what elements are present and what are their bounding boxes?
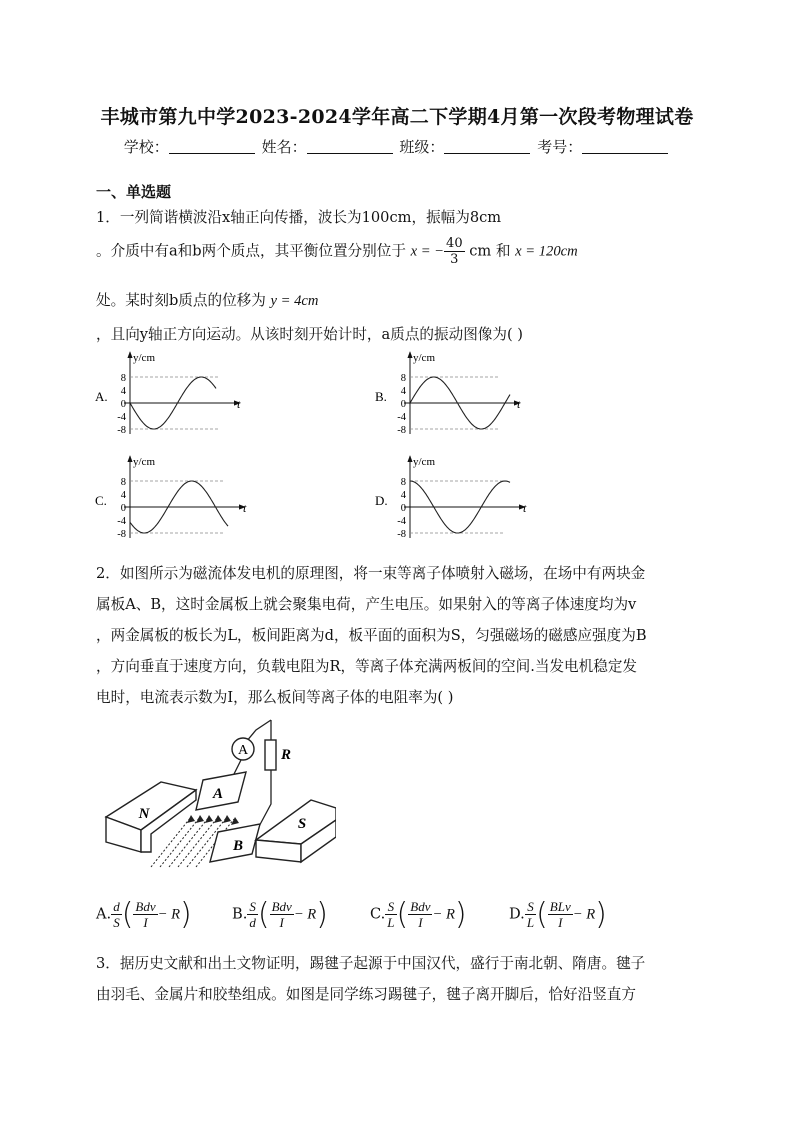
q2-option-a-rparen: ) [180, 897, 192, 932]
q2-option-d-rparen: ) [595, 897, 607, 932]
q1-graph-b-tick-4: 4 [400, 386, 406, 397]
q2-option-d-inner-den: I [558, 915, 563, 930]
q2-option-c-inner-den: I [418, 915, 423, 930]
q2-option-c-frac-num: S [385, 899, 396, 915]
q1-line-2-mid: cm 和 [469, 242, 511, 260]
q2-option-a-label: A. [96, 905, 112, 923]
q1-graph-d-tick-4: 4 [400, 490, 406, 501]
q1-line-3 [96, 289, 318, 310]
q2-option-a-tail: − R [157, 906, 181, 923]
q2-option-b-tail: − R [293, 906, 317, 923]
q3-line-1: 3．据历史文献和出土文物证明，踢毽子起源于中国汉代，盛行于南北朝、隋唐。毽子 [96, 955, 646, 972]
q2-option-a-frac [111, 899, 122, 930]
q1-graph-b-xlabel: t [517, 397, 521, 411]
q2-option-a-inner-den: I [143, 915, 148, 930]
q2-option-b-frac [247, 899, 258, 930]
q2-option-d[interactable] [509, 897, 607, 932]
q1-fraction [444, 236, 465, 267]
q1-graph-c-tick-4: 4 [120, 490, 126, 501]
q1-graph-c-label: C. [95, 493, 107, 508]
plate-b-label: B [232, 838, 244, 854]
q1-line-3-text: 处。某时刻b质点的位移为 [96, 292, 266, 309]
q2-line-3: ，两金属板的板长为L，板间距离为d，板平面的面积为S，匀强磁场的磁感应强度为B [96, 627, 647, 644]
q1-graph-b[interactable] [375, 352, 521, 436]
q1-line-2-text: 。介质中有a和b两个质点，其平衡位置分别位于 [96, 242, 406, 260]
q1-graph-d[interactable] [375, 456, 527, 540]
q1-graph-c-tick-8: 8 [120, 477, 126, 488]
field-name-label: 姓名： [261, 138, 307, 156]
q2-option-b-inner-num: Bdv [271, 899, 292, 914]
q2-option-a-lparen: ( [121, 897, 134, 932]
resistor-icon [265, 740, 276, 770]
q2-option-b-inner [270, 899, 294, 930]
q1-graph-a-tick-4: 4 [120, 386, 126, 397]
q2-option-a-inner [133, 899, 157, 930]
pole-s-label: S [297, 816, 307, 832]
q1-x1: x = − [410, 243, 445, 260]
section-heading: 一、单选题 [96, 183, 172, 201]
q2-line-4: ，方向垂直于速度方向，负载电阻为R，等离子体充满两板间的空间.当发电机稳定发 [96, 658, 638, 675]
q1-graph-d-xlabel: t [523, 501, 527, 515]
q1-graph-a-label: A. [95, 389, 108, 404]
q1-line-1: 1．一列简谐横波沿x轴正向传播，波长为100cm，振幅为8cm [96, 209, 502, 226]
q1-graphs [90, 348, 730, 548]
q1-graph-a-xlabel: t [237, 397, 241, 411]
q1-graph-d-label: D. [375, 493, 388, 508]
q1-graph-c-tick-m4: -4 [117, 516, 126, 527]
ammeter-label: A [237, 743, 249, 758]
q1-frac-num: 40 [446, 236, 463, 251]
q1-graph-d-tick-0: 0 [400, 503, 406, 514]
q2-option-c-inner-num: Bdv [410, 899, 431, 914]
q2-option-d-label: D. [509, 905, 525, 923]
q2-figure [96, 712, 336, 877]
q1-graph-a-tick-0: 0 [120, 399, 126, 410]
q2-option-d-lparen: ( [536, 897, 548, 932]
q2-option-c-frac [385, 899, 396, 930]
field-id-blank[interactable] [582, 139, 668, 154]
q1-graph-b-tick-m8: -8 [397, 425, 406, 436]
q2-option-c[interactable] [370, 897, 467, 932]
q1-graph-b-ylabel: y/cm [413, 352, 435, 364]
q1-graph-c[interactable] [95, 456, 247, 540]
q1-graph-c-tick-0: 0 [120, 503, 126, 514]
q1-frac-den: 3 [450, 252, 459, 267]
q2-option-a-frac-num: d [113, 899, 120, 914]
q2-option-d-inner-num: BLv [549, 899, 571, 914]
resistor-label: R [281, 747, 292, 763]
q2-option-c-rparen: ) [454, 897, 467, 932]
field-school-blank[interactable] [169, 139, 255, 154]
field-id-label: 考号： [537, 138, 583, 156]
q2-option-d-frac-num: S [525, 899, 536, 915]
q2-option-b-inner-den: I [279, 915, 284, 930]
q1-graph-a-tick-8: 8 [120, 373, 126, 384]
q2-option-c-tail: − R [432, 906, 455, 923]
q2-line-2: 属板A、B，这时金属板上就会聚集电荷，产生电压。如果射入的等离子体速度均为v [96, 596, 637, 613]
q2-option-b-frac-num: S [249, 899, 256, 914]
q1-graph-a-tick-m4: -4 [117, 412, 126, 423]
q1-graph-b-tick-m4: -4 [397, 412, 406, 423]
q1-x2: x = 120cm [515, 243, 578, 260]
q2-option-b-frac-den: d [249, 915, 256, 930]
q3-line-2: 由羽毛、金属片和胶垫组成。如图是同学练习踢毽子，毽子离开脚后，恰好沿竖直方 [96, 986, 636, 1003]
q2-option-d-frac [525, 899, 536, 930]
q1-graph-d-ylabel: y/cm [413, 456, 435, 468]
q2-option-a-inner-num: Bdv [135, 899, 156, 914]
q2-option-b-rparen: ) [316, 897, 328, 932]
q1-line-4: ，且向y轴正方向运动。从该时刻开始计时，a质点的振动图像为( ) [96, 326, 524, 343]
q2-option-d-tail: − R [572, 906, 596, 923]
q2-option-c-lparen: ( [396, 897, 409, 932]
q1-graph-c-xlabel: t [243, 501, 247, 515]
q1-graph-a-tick-m8: -8 [117, 425, 126, 436]
q1-y: y = 4cm [270, 293, 319, 309]
field-class-blank[interactable] [444, 139, 530, 154]
q2-option-b[interactable] [232, 897, 328, 932]
student-info-row [0, 136, 794, 157]
q2-option-c-inner [408, 899, 432, 930]
pole-n-label: N [138, 806, 150, 822]
q1-graph-d-tick-m8: -8 [397, 529, 406, 540]
q2-line-1: 2．如图所示为磁流体发电机的原理图，将一束等离子体喷射入磁场，在场中有两块金 [96, 565, 646, 582]
q1-graph-b-tick-8: 8 [400, 373, 406, 384]
q1-graph-c-ylabel: y/cm [133, 456, 155, 468]
q2-option-a[interactable] [96, 897, 192, 932]
q2-option-c-label: C. [370, 905, 386, 923]
plate-a-label: A [212, 786, 224, 802]
q2-line-5: 电时，电流表示数为I，那么板间等离子体的电阻率为( ) [96, 689, 454, 706]
field-class-label: 班级： [399, 138, 445, 156]
q2-option-d-inner [548, 899, 573, 930]
field-school-label: 学校： [123, 138, 169, 156]
q1-graph-c-tick-m8: -8 [117, 529, 126, 540]
field-name-blank[interactable] [307, 139, 393, 154]
q2-option-d-frac-den: L [526, 915, 535, 930]
q1-graph-a[interactable] [95, 352, 241, 436]
q1-graph-b-tick-0: 0 [400, 399, 406, 410]
q1-graph-b-label: B. [375, 389, 387, 404]
q2-option-c-frac-den: L [387, 915, 395, 930]
q2-option-b-label: B. [232, 905, 248, 923]
q1-graph-d-tick-8: 8 [400, 477, 406, 488]
q1-graph-d-tick-m4: -4 [397, 516, 406, 527]
q1-line-2 [96, 236, 578, 267]
q1-graph-a-ylabel: y/cm [133, 352, 155, 364]
q2-option-b-lparen: ( [257, 897, 270, 932]
exam-title: 丰城市第九中学2023-2024学年高二下学期4月第一次段考物理试卷 [100, 106, 694, 128]
q2-option-a-frac-den: S [113, 915, 120, 930]
